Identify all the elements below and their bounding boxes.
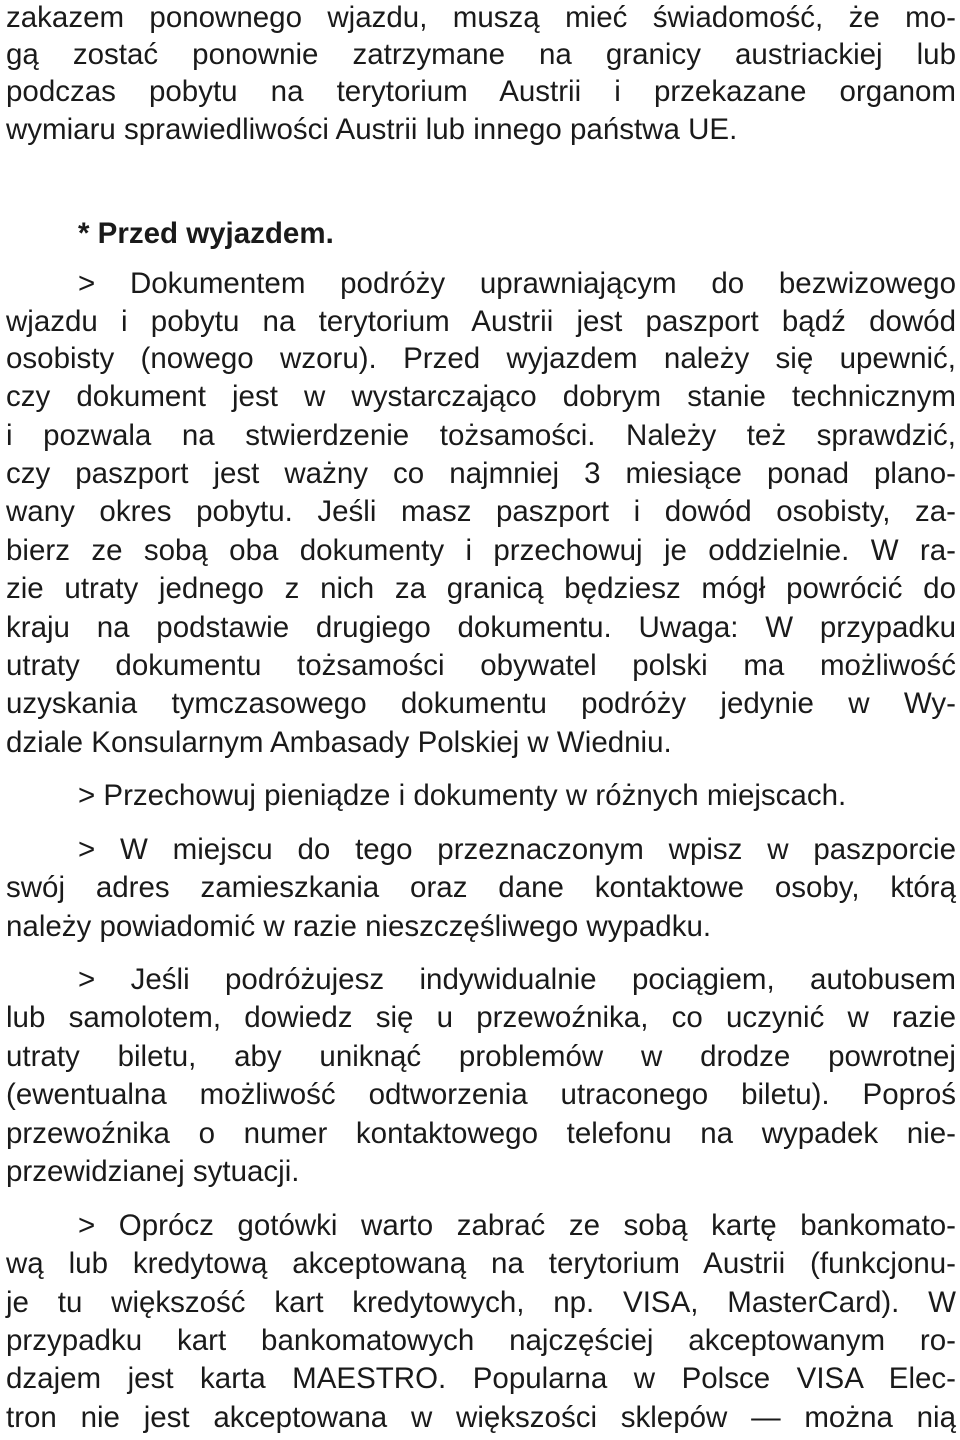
text-line: wany okres pobytu. Jeśli masz paszport i dowód osobisty, za- [6,495,956,528]
section-heading: * Przed wyjazdem. [78,217,334,250]
text-line: zakazem ponownego wjazdu, muszą mieć świadomość, że mo- [6,1,956,34]
text-line: > W miejscu do tego przeznaczonym wpisz w paszporcie [78,833,956,866]
text-line: czy dokument jest w wystarczająco dobrym stanie technicznym [6,380,956,413]
text-line: zie utraty jednego z nich za granicą będziesz mógł powrócić do [6,572,956,605]
text-line: (ewentualna możliwość odtworzenia utraconego biletu). Poproś [6,1078,956,1111]
text-line: uzyskania tymczasowego dokumentu podróży jedynie w Wy- [6,687,956,720]
text-line: dziale Konsularnym Ambasady Polskiej w Wiedniu. [6,726,672,759]
text-line: je tu większość kart kredytowych, np. VISA, MasterCard). W [6,1286,956,1319]
text-line: > Przechowuj pieniądze i dokumenty w różnych miejscach. [78,779,847,812]
text-line: tron nie jest akceptowana w większości sklepów — można nią [6,1401,956,1434]
text-line: wą lub kredytową akceptowaną na terytorium Austrii (funkcjonu- [6,1247,956,1280]
text-line: > Dokumentem podróży uprawniającym do bezwizowego [78,267,956,300]
text-line: czy paszport jest ważny co najmniej 3 miesiące ponad plano- [6,457,956,490]
text-line: podczas pobytu na terytorium Austrii i przekazane organom [6,75,956,108]
text-line: osobisty (nowego wzoru). Przed wyjazdem należy się upewnić, [6,342,956,375]
text-line: swój adres zamieszkania oraz dane kontaktowe osoby, którą [6,871,956,904]
text-line: przewidzianej sytuacji. [6,1155,300,1188]
text-line: wjazdu i pobytu na terytorium Austrii jest paszport bądź dowód [6,305,956,338]
text-line: utraty dokumentu tożsamości obywatel polski ma możliwość [6,649,956,682]
text-line: > Jeśli podróżujesz indywidualnie pociągiem, autobusem [78,963,956,996]
text-line: bierz ze sobą oba dokumenty i przechowuj je oddzielnie. W ra- [6,534,956,567]
text-line: gą zostać ponownie zatrzymane na granicy austriackiej lub [6,38,956,71]
text-line: utraty biletu, aby uniknąć problemów w drodze powrotnej [6,1040,956,1073]
text-line: kraju na podstawie drugiego dokumentu. Uwaga: W przypadku [6,611,956,644]
text-line: i pozwala na stwierdzenie tożsamości. Należy też sprawdzić, [6,419,956,452]
text-line: dzajem jest karta MAESTRO. Popularna w Polsce VISA Elec- [6,1362,956,1395]
text-line: wymiaru sprawiedliwości Austrii lub innego państwa UE. [6,113,738,146]
text-line: lub samolotem, dowiedz się u przewoźnika, co uczynić w razie [6,1001,956,1034]
text-line: należy powiadomić w razie nieszczęśliwego wypadku. [6,910,712,943]
text-line: przypadku kart bankomatowych najczęściej akceptowanym ro- [6,1324,956,1357]
text-line: przewoźnika o numer kontaktowego telefonu na wypadek nie- [6,1117,956,1150]
text-line: > Oprócz gotówki warto zabrać ze sobą kartę bankomato- [78,1209,956,1242]
